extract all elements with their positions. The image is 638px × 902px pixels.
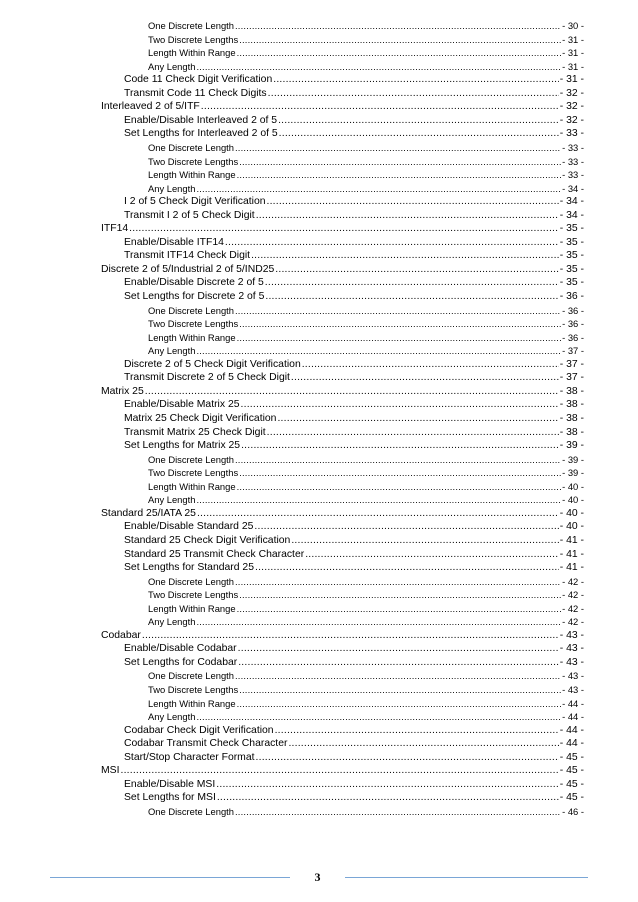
toc-entry-page: - 32 -: [559, 101, 584, 113]
toc-dot-leader: [129, 222, 559, 235]
toc-dot-leader: [235, 453, 561, 466]
toc-entry-title: One Discrete Length: [148, 805, 234, 817]
toc-entry-page: - 42 -: [562, 602, 584, 614]
toc-entry[interactable]: [124, 412, 584, 425]
toc-dot-leader: [305, 548, 559, 561]
toc-entry-page: - 44 -: [562, 711, 584, 723]
toc-entry-title: Two Discrete Lengths: [148, 467, 239, 479]
toc-entry-page: - 36 -: [562, 331, 584, 343]
toc-entry-title: Transmit I 2 of 5 Check Digit: [124, 209, 255, 221]
toc-dot-leader: [201, 100, 559, 113]
toc-entry-title: Enable/Disable Standard 25: [124, 521, 254, 533]
toc-dot-leader: [279, 127, 559, 140]
toc-entry-title: Length Within Range: [148, 331, 236, 343]
toc-entry-page: - 35 -: [559, 223, 584, 235]
toc-dot-leader: [237, 480, 562, 493]
toc-entry-page: - 43 -: [559, 643, 584, 655]
toc-entry[interactable]: [148, 615, 584, 628]
toc-entry-title: Length Within Range: [148, 697, 236, 709]
toc-entry-title: Enable/Disable ITF14: [124, 236, 224, 248]
toc-entry-page: - 43 -: [559, 656, 584, 668]
toc-dot-leader: [239, 33, 561, 46]
toc-entry-page: - 44 -: [562, 697, 584, 709]
toc-entry[interactable]: [101, 263, 584, 276]
toc-entry-title: Any Length: [148, 60, 196, 72]
toc-entry[interactable]: [148, 710, 584, 723]
toc-entry-page: - 43 -: [562, 684, 584, 695]
toc-dot-leader: [254, 520, 558, 533]
toc-entry-title: Length Within Range: [148, 47, 236, 59]
toc-dot-leader: [196, 710, 561, 723]
toc-entry[interactable]: [124, 561, 584, 574]
toc-entry-title: Set Lengths for Matrix 25: [124, 440, 241, 452]
toc-entry-title: One Discrete Length: [148, 304, 234, 316]
toc-entry[interactable]: [124, 778, 584, 791]
toc-entry[interactable]: [148, 683, 584, 696]
toc-entry-title: Any Length: [148, 345, 196, 357]
toc-dot-leader: [267, 426, 559, 439]
toc-dot-leader: [235, 669, 561, 682]
toc-dot-leader: [239, 683, 561, 696]
toc-entry-page: - 34 -: [559, 209, 584, 221]
toc-entry-page: - 33 -: [559, 128, 584, 140]
toc-dot-leader: [239, 588, 561, 601]
toc-entry-title: Set Lengths for Standard 25: [124, 562, 254, 573]
footer-rule-left: [50, 877, 290, 878]
toc-entry-page: - 34 -: [562, 182, 584, 194]
toc-entry-title: Set Lengths for Discrete 2 of 5: [124, 291, 265, 302]
toc-entry[interactable]: [124, 548, 584, 561]
toc-entry-title: Enable/Disable MSI: [124, 778, 216, 790]
toc-dot-leader: [268, 87, 559, 100]
toc-entry[interactable]: [124, 114, 584, 127]
toc-entry-page: - 41 -: [559, 534, 584, 546]
toc-entry-title: Discrete 2 of 5 Check Digit Verification: [124, 358, 301, 370]
toc-entry[interactable]: [101, 629, 584, 642]
toc-dot-leader: [239, 317, 561, 330]
toc-entry-page: - 30 -: [562, 20, 584, 31]
toc-dot-leader: [237, 331, 562, 344]
toc-entry-title: Code 11 Check Digit Verification: [124, 74, 273, 86]
toc-dot-leader: [120, 764, 558, 777]
toc-entry[interactable]: [148, 697, 584, 710]
toc-entry[interactable]: [148, 466, 584, 479]
toc-entry[interactable]: [148, 19, 584, 32]
toc-entry[interactable]: [124, 236, 584, 249]
toc-entry-page: - 44 -: [559, 724, 584, 736]
toc-entry-page: - 45 -: [559, 765, 584, 777]
toc-entry-page: - 31 -: [562, 60, 584, 72]
toc-entry[interactable]: [148, 480, 584, 493]
toc-entry-title: Enable/Disable Matrix 25: [124, 399, 240, 411]
toc-dot-leader: [278, 114, 559, 127]
footer-rule-right: [345, 877, 588, 878]
toc-entry-title: Standard 25 Transmit Check Character: [124, 548, 305, 560]
toc-entry[interactable]: [148, 141, 584, 154]
toc-entry-title: Transmit Discrete 2 of 5 Check Digit: [124, 372, 290, 384]
toc-entry[interactable]: [124, 358, 584, 371]
toc-dot-leader: [197, 507, 559, 520]
toc-entry-page: - 33 -: [562, 169, 584, 181]
toc-entry[interactable]: [148, 805, 584, 818]
toc-entry-page: - 45 -: [559, 751, 584, 763]
toc-entry-page: - 44 -: [559, 738, 584, 750]
toc-entry-title: One Discrete Length: [148, 141, 234, 153]
toc-entry-title: One Discrete Length: [148, 20, 234, 31]
toc-entry-title: MSI: [101, 765, 120, 777]
toc-entry[interactable]: [101, 222, 584, 235]
toc-entry-title: Set Lengths for Codabar: [124, 656, 238, 668]
toc-entry[interactable]: [148, 602, 584, 615]
toc-dot-leader: [235, 141, 561, 154]
toc-entry[interactable]: [124, 73, 584, 86]
toc-entry[interactable]: [124, 439, 584, 452]
toc-dot-leader: [217, 791, 559, 804]
toc-dot-leader: [277, 412, 558, 425]
toc-entry[interactable]: [124, 127, 584, 140]
toc-entry-title: Two Discrete Lengths: [148, 33, 239, 45]
toc-dot-leader: [255, 561, 559, 574]
toc-entry-title: Standard 25/IATA 25: [101, 507, 196, 519]
toc-entry[interactable]: [124, 534, 584, 547]
toc-dot-leader: [267, 195, 559, 208]
toc-dot-leader: [256, 209, 559, 222]
toc-dot-leader: [265, 290, 558, 303]
toc-entry-page: - 33 -: [562, 141, 584, 153]
toc-entry-title: Discrete 2 of 5/Industrial 2 of 5/IND25: [101, 263, 275, 275]
toc-entry-title: Set Lengths for Interleaved 2 of 5: [124, 128, 278, 140]
toc-entry-page: - 46 -: [562, 805, 584, 817]
toc-dot-leader: [238, 656, 559, 669]
toc-entry-title: Enable/Disable Discrete 2 of 5: [124, 277, 264, 289]
toc-dot-leader: [239, 155, 561, 168]
toc-entry-page: - 34 -: [559, 196, 584, 208]
toc-entry[interactable]: [124, 398, 584, 411]
toc-entry-page: - 40 -: [562, 494, 584, 506]
toc-entry-page: - 45 -: [559, 778, 584, 790]
toc-entry-page: - 45 -: [559, 792, 584, 804]
toc-entry-page: - 37 -: [559, 358, 584, 370]
toc-entry-page: - 37 -: [562, 345, 584, 357]
toc-entry-page: - 40 -: [559, 521, 584, 533]
toc-entry[interactable]: [148, 317, 584, 330]
toc-entry[interactable]: [124, 791, 584, 804]
toc-entry-page: - 42 -: [562, 575, 584, 587]
toc-entry-title: Any Length: [148, 494, 196, 506]
toc-entry-page: - 39 -: [562, 453, 584, 465]
toc-entry[interactable]: [124, 249, 584, 262]
toc-entry[interactable]: [101, 385, 584, 398]
toc-dot-leader: [265, 276, 559, 289]
toc-entry-title: Any Length: [148, 711, 196, 723]
toc-dot-leader: [238, 642, 559, 655]
toc-entry-page: - 41 -: [559, 548, 584, 560]
toc-dot-leader: [196, 344, 561, 357]
toc-entry-page: - 32 -: [559, 87, 584, 99]
toc-entry-title: Matrix 25: [101, 385, 144, 397]
toc-entry-title: One Discrete Length: [148, 575, 234, 587]
toc-entry[interactable]: [148, 575, 584, 588]
toc-entry-title: Start/Stop Character Format: [124, 751, 255, 763]
toc-entry-page: - 36 -: [562, 318, 584, 330]
toc-entry-page: - 43 -: [562, 670, 584, 682]
toc-dot-leader: [142, 629, 559, 642]
toc-entry-page: - 41 -: [559, 562, 584, 573]
toc-entry-page: - 43 -: [559, 629, 584, 641]
toc-entry-title: One Discrete Length: [148, 670, 234, 682]
toc-entry-page: - 36 -: [562, 304, 584, 316]
toc-entry-title: Any Length: [148, 182, 196, 194]
toc-entry[interactable]: [148, 669, 584, 682]
toc-dot-leader: [235, 19, 561, 32]
toc-entry-page: - 35 -: [559, 263, 584, 275]
toc-entry-title: Set Lengths for MSI: [124, 792, 216, 804]
toc-entry-page: - 35 -: [559, 236, 584, 248]
toc-dot-leader: [275, 263, 558, 276]
toc-entry-title: Interleaved 2 of 5/ITF: [101, 101, 200, 113]
toc-entry[interactable]: [124, 195, 584, 208]
toc-entry-page: - 42 -: [562, 616, 584, 628]
toc-entry-page: - 38 -: [559, 426, 584, 438]
toc-entry-title: Two Discrete Lengths: [148, 684, 239, 695]
toc-entry-page: - 36 -: [559, 291, 584, 302]
toc-dot-leader: [302, 358, 559, 371]
toc-entry[interactable]: [124, 371, 584, 384]
toc-entry[interactable]: [148, 331, 584, 344]
toc-dot-leader: [239, 466, 561, 479]
toc-dot-leader: [235, 805, 561, 818]
toc-entry-title: Standard 25 Check Digit Verification: [124, 534, 291, 546]
toc-entry[interactable]: [101, 764, 584, 777]
toc-dot-leader: [237, 46, 562, 59]
toc-dot-leader: [235, 304, 561, 317]
toc-dot-leader: [256, 751, 559, 764]
toc-dot-leader: [145, 385, 559, 398]
toc-dot-leader: [235, 575, 561, 588]
toc-dot-leader: [251, 249, 559, 262]
toc-entry[interactable]: [124, 276, 584, 289]
toc-entry-page: - 40 -: [562, 480, 584, 492]
toc-entry-page: - 42 -: [562, 589, 584, 601]
toc-entry-title: Codabar Transmit Check Character: [124, 738, 288, 750]
toc-entry-page: - 39 -: [559, 440, 584, 452]
toc-entry[interactable]: [148, 493, 584, 506]
toc-entry[interactable]: [148, 588, 584, 601]
toc-entry[interactable]: [124, 87, 584, 100]
toc-entry-title: Codabar: [101, 629, 141, 641]
toc-entry[interactable]: [148, 168, 584, 181]
toc-entry-title: Any Length: [148, 616, 196, 628]
toc-entry-page: - 31 -: [562, 47, 584, 59]
toc-entry[interactable]: [148, 182, 584, 195]
toc-dot-leader: [196, 182, 561, 195]
toc-dot-leader: [225, 236, 559, 249]
toc-dot-leader: [291, 371, 559, 384]
toc-entry[interactable]: [124, 751, 584, 764]
toc-entry-title: Transmit ITF14 Check Digit: [124, 250, 251, 262]
toc-entry[interactable]: [124, 656, 584, 669]
toc-entry[interactable]: [124, 290, 584, 303]
toc-entry[interactable]: [101, 507, 584, 520]
toc-entry[interactable]: [148, 344, 584, 357]
toc-entry-title: ITF14: [101, 223, 129, 235]
toc-entry[interactable]: [124, 520, 584, 533]
toc-entry[interactable]: [148, 60, 584, 73]
toc-dot-leader: [237, 697, 562, 710]
toc-dot-leader: [196, 60, 561, 73]
toc-entry-title: Two Discrete Lengths: [148, 589, 239, 601]
toc-entry-title: Length Within Range: [148, 169, 236, 181]
toc-entry-title: Length Within Range: [148, 480, 236, 492]
toc-dot-leader: [291, 534, 558, 547]
toc-entry-title: Matrix 25 Check Digit Verification: [124, 413, 277, 424]
toc-entry-page: - 37 -: [559, 372, 584, 384]
toc-dot-leader: [241, 398, 559, 411]
toc-entry-page: - 31 -: [562, 33, 584, 45]
toc-entry[interactable]: [124, 724, 584, 737]
toc-entry-page: - 40 -: [559, 507, 584, 519]
toc-dot-leader: [196, 615, 561, 628]
toc-entry-title: Two Discrete Lengths: [148, 155, 239, 167]
toc-entry[interactable]: [124, 426, 584, 439]
toc-entry[interactable]: [124, 642, 584, 655]
toc-entry[interactable]: [148, 453, 584, 466]
toc-dot-leader: [273, 73, 558, 86]
toc-dot-leader: [196, 493, 561, 506]
toc-entry-title: Transmit Matrix 25 Check Digit: [124, 426, 266, 438]
toc-entry-page: - 35 -: [559, 277, 584, 289]
toc-entry[interactable]: [148, 155, 584, 168]
toc-entry-title: I 2 of 5 Check Digit Verification: [124, 196, 266, 208]
toc-entry[interactable]: [124, 209, 584, 222]
toc-entry-title: Transmit Code 11 Check Digits: [124, 87, 267, 99]
toc-entry-page: - 38 -: [559, 385, 584, 397]
toc-entry-title: Codabar Check Digit Verification: [124, 724, 274, 736]
toc-entry-page: - 33 -: [562, 155, 584, 167]
toc-dot-leader: [237, 168, 562, 181]
toc-entry-page: - 32 -: [559, 114, 584, 126]
toc-entry[interactable]: [148, 46, 584, 59]
toc-dot-leader: [237, 602, 562, 615]
toc-dot-leader: [241, 439, 559, 452]
toc-entry[interactable]: [124, 737, 584, 750]
toc-entry-page: - 39 -: [562, 467, 584, 479]
toc-entry-page: - 31 -: [559, 74, 584, 86]
toc-entry-title: Two Discrete Lengths: [148, 318, 239, 330]
toc-entry-title: Length Within Range: [148, 602, 236, 614]
toc-entry[interactable]: [148, 304, 584, 317]
toc-entry-title: Enable/Disable Codabar: [124, 643, 237, 655]
toc-entry-page: - 38 -: [559, 399, 584, 411]
toc-entry-page: - 35 -: [559, 250, 584, 262]
toc-entry[interactable]: [101, 100, 584, 113]
toc-entry-title: One Discrete Length: [148, 453, 234, 465]
page-number: 3: [314, 870, 321, 884]
toc-entry-title: Enable/Disable Interleaved 2 of 5: [124, 114, 278, 126]
toc-dot-leader: [288, 737, 558, 750]
toc-dot-leader: [275, 724, 559, 737]
toc-entry[interactable]: [148, 33, 584, 46]
toc-entry-page: - 38 -: [559, 413, 584, 424]
toc-dot-leader: [216, 778, 558, 791]
